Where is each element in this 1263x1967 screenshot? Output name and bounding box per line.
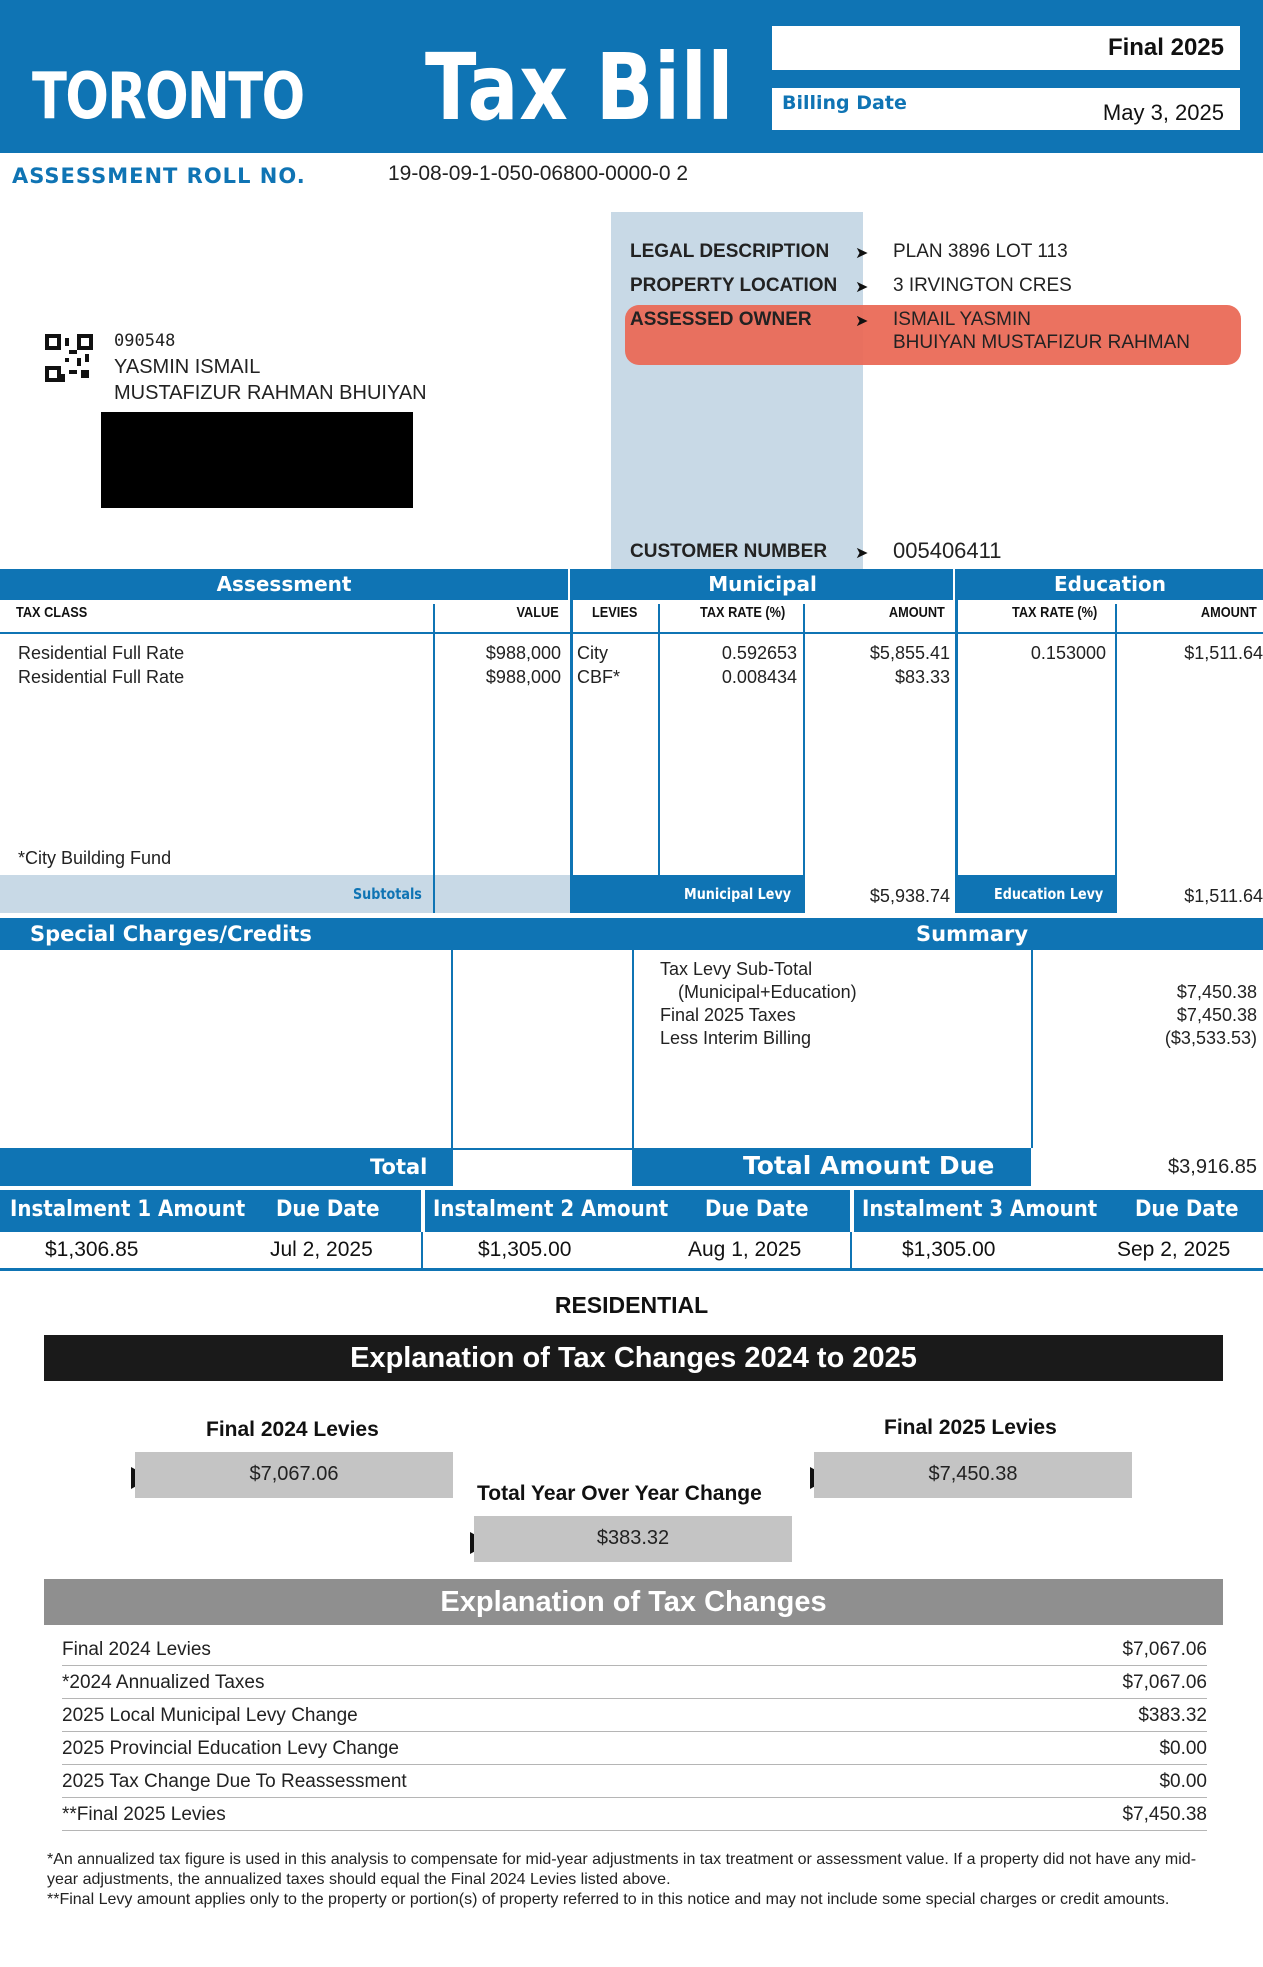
owner-line-2: BHUIYAN MUSTAFIZUR RAHMAN — [893, 332, 1190, 353]
rate-2: 0.008434 — [721, 667, 797, 687]
final-2025-box — [814, 1452, 1132, 1498]
value-2: $988,000 — [485, 667, 561, 687]
instalment-1-date: Jul 2, 2025 — [270, 1238, 373, 1261]
chevron-right-icon: ➤ — [855, 313, 869, 330]
redacted-address — [101, 412, 413, 508]
billing-date-label: Billing Date — [782, 92, 907, 114]
mailing-code: 090548 — [114, 331, 176, 351]
summary-title: Summary — [916, 922, 1029, 946]
divider — [570, 569, 573, 913]
row-value: $0.00 — [1159, 1771, 1207, 1792]
divider — [1115, 604, 1117, 913]
legal-description: PLAN 3896 LOT 113 — [893, 241, 1068, 262]
barcode-icon — [45, 333, 93, 383]
mailing-name-1: YASMIN ISMAIL — [114, 356, 261, 378]
col-amount: AMOUNT — [889, 604, 945, 621]
municipal-levy-label: Municipal Levy — [684, 885, 792, 903]
instalment-3-amount: $1,305.00 — [902, 1238, 996, 1261]
education-levy: $1,511.64 — [1184, 886, 1263, 906]
divider — [850, 1232, 852, 1270]
final-2025-label: Final 2025 Levies — [884, 1416, 1057, 1439]
education-header: Education — [957, 569, 1263, 600]
instalment-3-label: Instalment 3 Amount — [862, 1197, 1098, 1222]
subtotals-label: Subtotals — [353, 885, 422, 903]
toronto-logo — [26, 52, 304, 142]
divider — [433, 875, 435, 913]
col-levies: LEVIES — [592, 604, 638, 621]
chevron-right-icon: ➤ — [855, 245, 869, 262]
instalment-1-label: Instalment 1 Amount — [10, 1197, 246, 1222]
summary-line-1b: (Municipal+Education) — [678, 982, 857, 1002]
divider — [0, 632, 1263, 634]
property-location: 3 IRVINGTON CRES — [893, 275, 1072, 296]
instalment-2-date: Aug 1, 2025 — [688, 1238, 802, 1261]
mailing-name-2: MUSTAFIZUR RAHMAN BHUIYAN — [114, 382, 427, 404]
value-1: $988,000 — [485, 643, 561, 663]
total-due: $3,916.85 — [1168, 1156, 1257, 1178]
row-label: 2025 Local Municipal Levy Change — [62, 1705, 358, 1726]
col-edu-tax-rate: TAX RATE (%) — [1012, 604, 1098, 621]
col-tax-rate: TAX RATE (%) — [700, 604, 786, 621]
amount-1: $5,855.41 — [869, 643, 950, 663]
amount-2: $83.33 — [894, 667, 950, 687]
legal-description-label: LEGAL DESCRIPTION — [630, 241, 830, 262]
row-label: 2025 Provincial Education Levy Change — [62, 1738, 399, 1759]
final-2024-label: Final 2024 Levies — [206, 1418, 379, 1441]
summary-value-2: $7,450.38 — [1176, 1005, 1257, 1025]
col-edu-amount: AMOUNT — [1201, 604, 1257, 621]
divider — [421, 1232, 423, 1270]
summary-line-3: Less Interim Billing — [660, 1028, 812, 1048]
row-value: $7,067.06 — [1122, 1672, 1207, 1693]
owner-line-1: ISMAIL YASMIN — [893, 309, 1031, 330]
levy-2: CBF* — [577, 667, 621, 687]
education-levy-label: Education Levy — [994, 885, 1104, 903]
tax-class-2: Residential Full Rate — [18, 667, 185, 687]
customer-number-label: CUSTOMER NUMBER — [630, 541, 828, 562]
instalment-1-date-label: Due Date — [276, 1197, 380, 1222]
row-label: *2024 Annualized Taxes — [62, 1672, 265, 1693]
row-value: $0.00 — [1159, 1738, 1207, 1759]
chevron-right-icon: ➤ — [855, 279, 869, 296]
footnote-final-levy: **Final Levy amount applies only to the property or portion(s) of property referred to in this notice and may not include some special charges or credit amounts. — [47, 1891, 1170, 1908]
row-label: **Final 2025 Levies — [62, 1804, 226, 1825]
total-due-label: Total Amount Due — [743, 1151, 995, 1180]
summary-value-1: $7,450.38 — [1176, 982, 1257, 1002]
yoy-label: Total Year Over Year Change — [477, 1482, 762, 1505]
final-2024-value: $7,067.06 — [249, 1463, 339, 1485]
special-total-value — [453, 1148, 632, 1186]
row-value: $7,450.38 — [1122, 1804, 1207, 1825]
divider — [658, 604, 660, 875]
table-row — [62, 1765, 1207, 1798]
divider — [0, 1268, 1263, 1271]
summary-value-3: ($3,533.53) — [1164, 1028, 1257, 1048]
instalment-2-label: Instalment 2 Amount — [433, 1197, 669, 1222]
subtotals-band — [0, 875, 570, 913]
table-row — [62, 1798, 1207, 1831]
row-label: 2025 Tax Change Due To Reassessment — [62, 1771, 407, 1792]
bill-type: Final 2025 — [1107, 34, 1224, 61]
customer-number: 005406411 — [893, 538, 1002, 563]
yoy-value: $383.32 — [596, 1527, 670, 1549]
levy-1: City — [577, 643, 608, 663]
municipal-header: Municipal — [572, 569, 953, 600]
yoy-box — [474, 1516, 792, 1562]
assessed-owner-label: ASSESSED OWNER — [630, 309, 812, 330]
special-total-label: Total — [370, 1155, 428, 1179]
summary-line-1: Tax Levy Sub-Total — [660, 959, 813, 979]
property-category: RESIDENTIAL — [554, 1292, 709, 1318]
billing-date-box — [772, 88, 1240, 130]
page-title: Tax Bill — [425, 34, 735, 141]
table-row — [62, 1633, 1207, 1666]
explanation-table-title: Explanation of Tax Changes — [44, 1579, 1223, 1625]
roll-number: 19-08-09-1-050-06800-0000-0 2 — [388, 162, 689, 185]
property-location-label: PROPERTY LOCATION — [630, 275, 838, 296]
assessment-header: Assessment — [0, 569, 568, 600]
row-value: $383.32 — [1138, 1705, 1207, 1726]
tax-class-1: Residential Full Rate — [18, 643, 185, 663]
row-value: $7,067.06 — [1122, 1639, 1207, 1660]
billing-date: May 3, 2025 — [1102, 100, 1224, 125]
edu-rate-1: 0.153000 — [1030, 643, 1106, 663]
divider — [803, 604, 805, 913]
edu-amount-1: $1,511.64 — [1184, 643, 1263, 663]
table-row — [62, 1732, 1207, 1765]
instalment-1-amount: $1,306.85 — [45, 1238, 139, 1261]
explanation-banner: Explanation of Tax Changes 2024 to 2025 — [44, 1335, 1223, 1381]
instalment-3-date: Sep 2, 2025 — [1117, 1238, 1231, 1261]
bill-type-box — [772, 26, 1240, 70]
divider — [1031, 950, 1033, 1148]
col-value: VALUE — [516, 604, 559, 621]
final-2024-box — [135, 1452, 453, 1498]
footnote-annualized: *An annualized tax figure is used in this analysis to compensate for mid-year adjustments in tax treatment or assessment value. If a property did not have any mid-year adjustments, the annualized taxes should equal the Final 2024 Levies listed above. — [47, 1851, 1197, 1888]
col-tax-class: TAX CLASS — [16, 604, 88, 621]
footnote-cbf: *City Building Fund — [18, 848, 172, 868]
table-row — [62, 1699, 1207, 1732]
final-2025-value: $7,450.38 — [928, 1463, 1018, 1485]
roll-number-label: ASSESSMENT ROLL NO. — [12, 164, 306, 188]
row-label: Final 2024 Levies — [62, 1639, 211, 1660]
special-charges-title: Special Charges/Credits — [30, 922, 312, 946]
rate-1: 0.592653 — [721, 643, 797, 663]
municipal-levy: $5,938.74 — [869, 886, 950, 906]
instalment-2-amount: $1,305.00 — [478, 1238, 572, 1261]
city-name: TORONTO — [32, 60, 304, 134]
table-row — [62, 1666, 1207, 1699]
instalment-3-date-label: Due Date — [1135, 1197, 1239, 1222]
divider — [433, 604, 435, 913]
summary-line-2: Final 2025 Taxes — [660, 1005, 796, 1025]
chevron-right-icon: ➤ — [855, 545, 869, 562]
instalment-2-date-label: Due Date — [705, 1197, 809, 1222]
property-panel — [611, 212, 863, 569]
divider — [955, 569, 958, 913]
